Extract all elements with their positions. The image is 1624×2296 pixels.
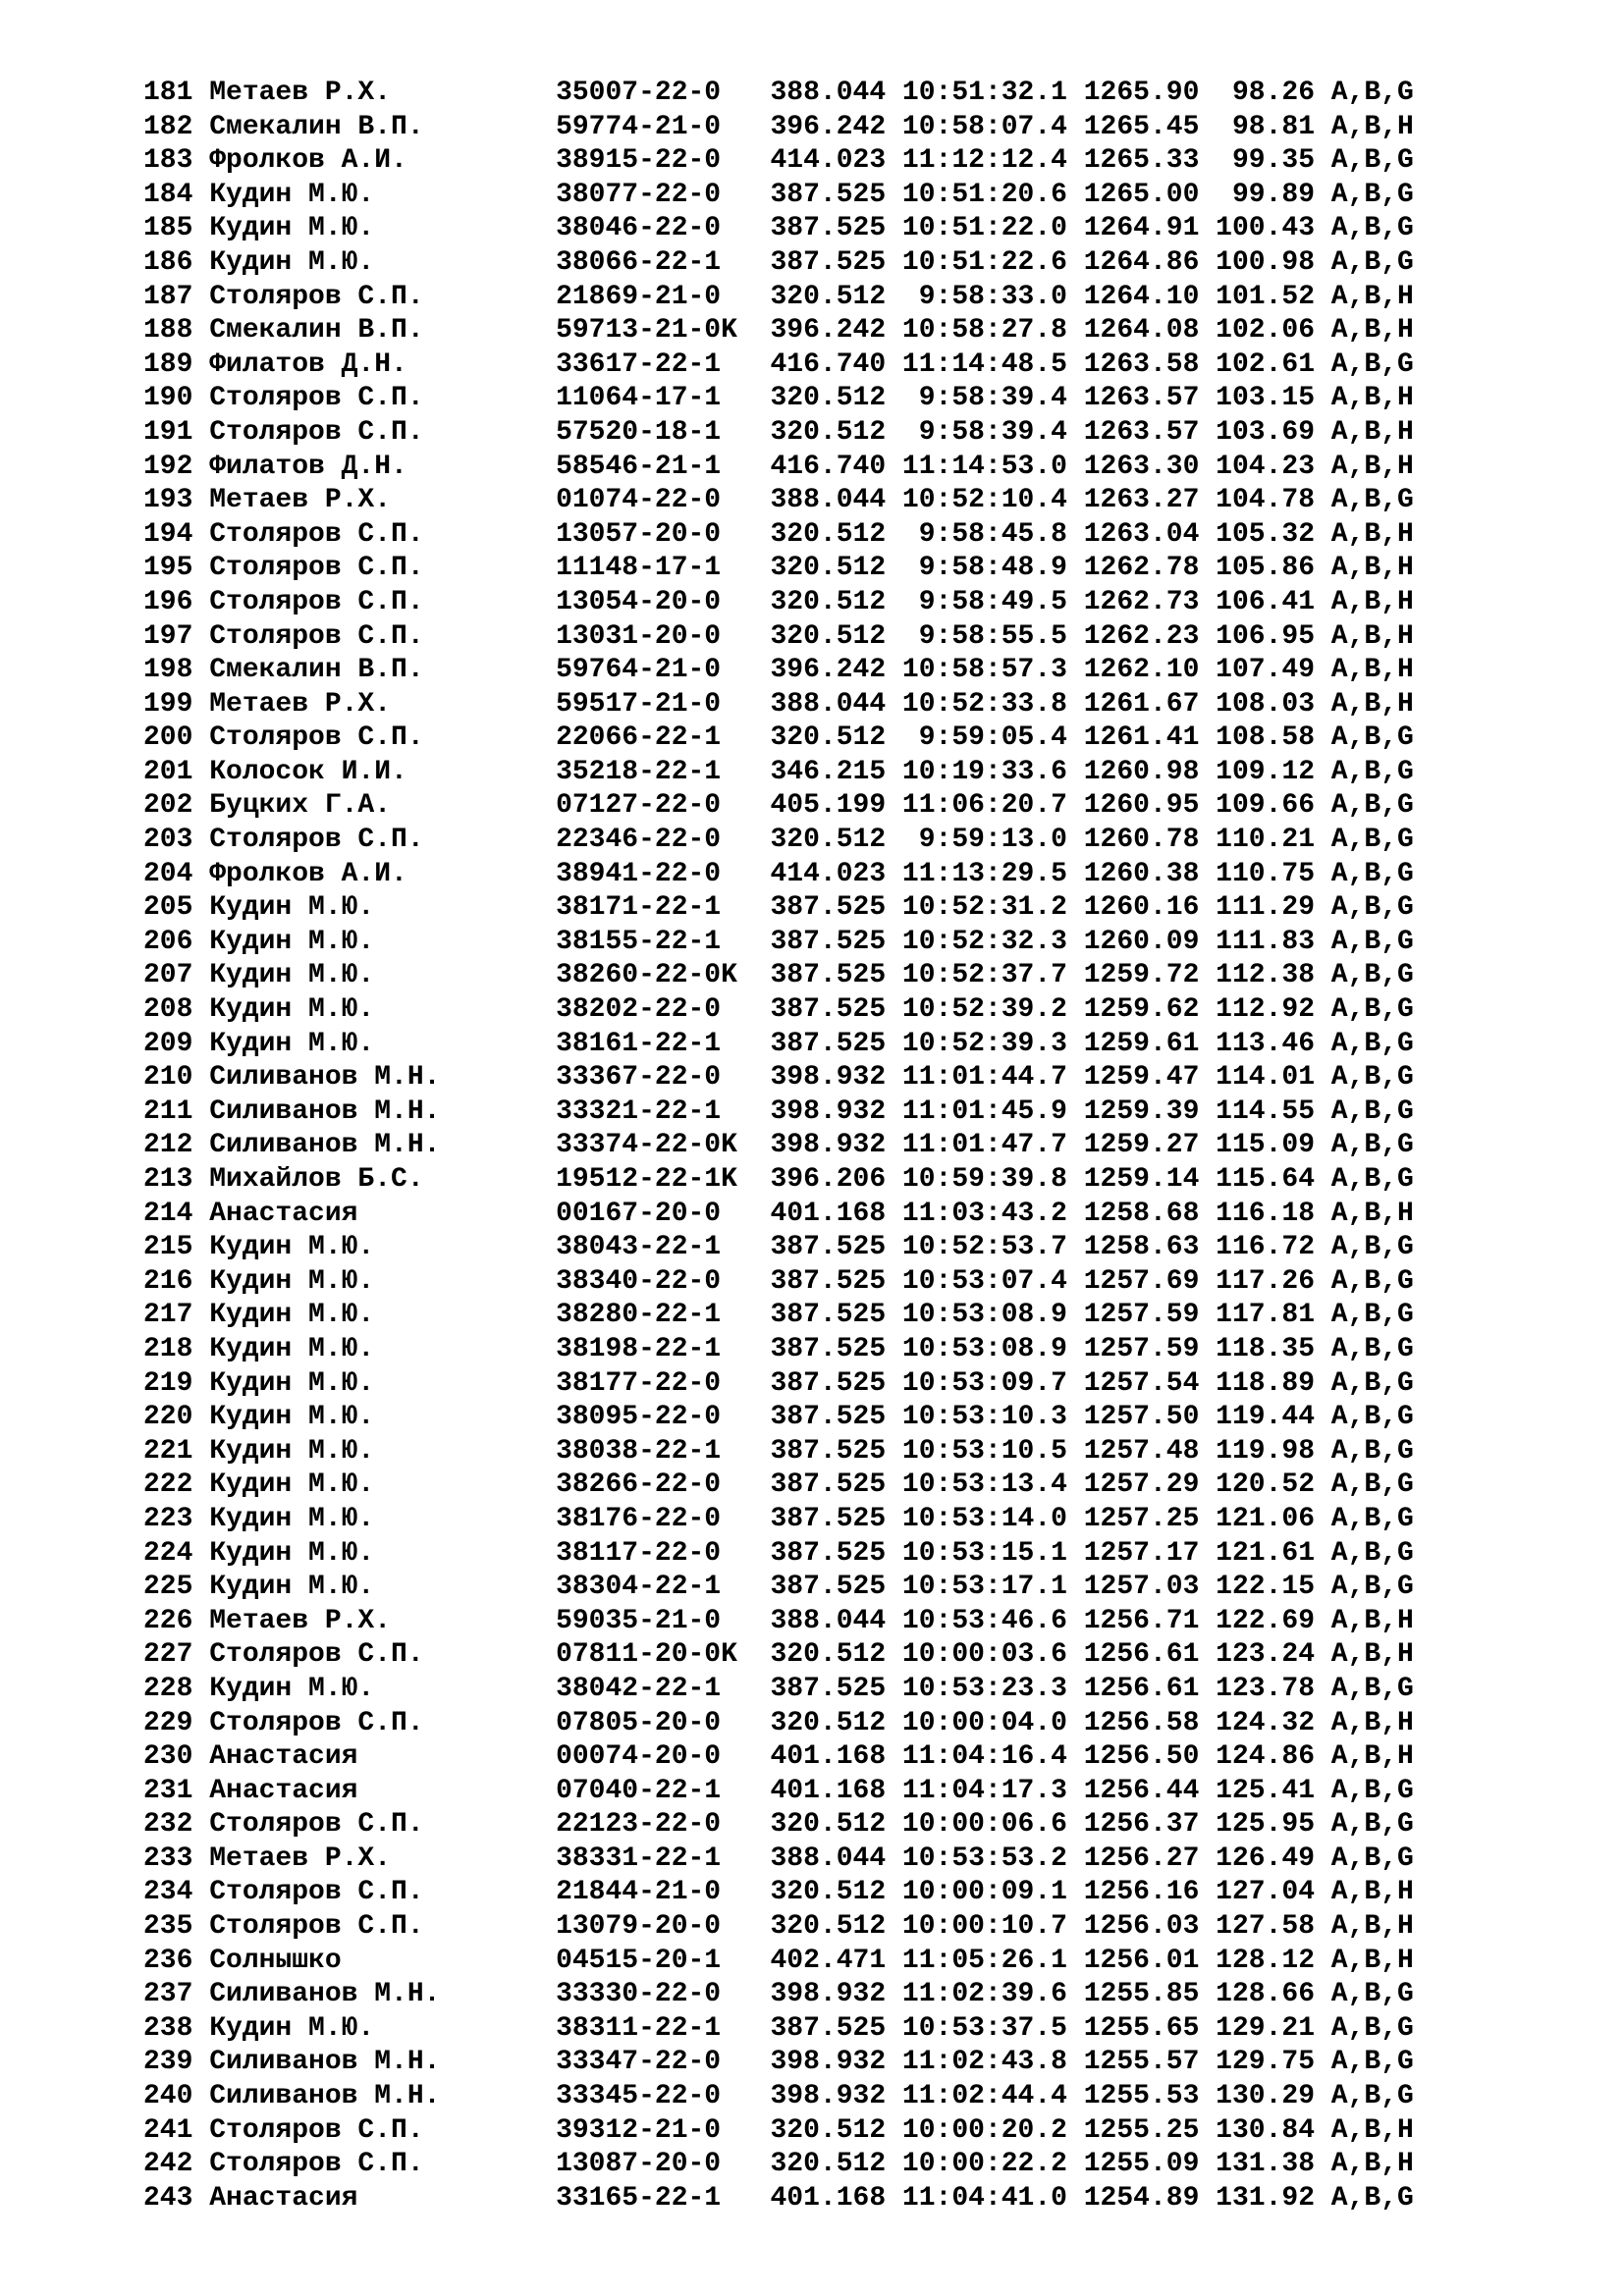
- result-row: 230 Анастасия 00074-20-0 401.168 11:04:16.4 1256.50 124.86 A,B,H: [143, 1741, 1414, 1773]
- result-row: 213 Михайлов Б.С. 19512-22-1K 396.206 10:59:39.8 1259.14 115.64 A,B,G: [143, 1164, 1414, 1195]
- result-row: 237 Силиванов М.Н. 33330-22-0 398.932 11:02:39.6 1255.85 128.66 A,B,G: [143, 1979, 1414, 2010]
- result-row: 216 Кудин М.Ю. 38340-22-0 387.525 10:53:07.4 1257.69 117.26 A,B,G: [143, 1265, 1414, 1297]
- result-row: 187 Столяров С.П. 21869-21-0 320.512 9:58:33.0 1264.10 101.52 A,B,H: [143, 281, 1414, 312]
- result-row: 233 Метаев Р.Х. 38331-22-1 388.044 10:53:53.2 1256.27 126.49 A,B,G: [143, 1842, 1414, 1874]
- result-row: 202 Буцких Г.А. 07127-22-0 405.199 11:06:20.7 1260.95 109.66 A,B,G: [143, 790, 1414, 822]
- result-row: 242 Столяров С.П. 13087-20-0 320.512 10:00:22.2 1255.09 131.38 A,B,H: [143, 2149, 1414, 2180]
- result-row: 241 Столяров С.П. 39312-21-0 320.512 10:00:20.2 1255.25 130.84 A,B,H: [143, 2114, 1414, 2146]
- result-row: 236 Солнышко 04515-20-1 402.471 11:05:26.1 1256.01 128.12 A,B,H: [143, 1945, 1414, 1976]
- result-row: 207 Кудин М.Ю. 38260-22-0K 387.525 10:52:37.7 1259.72 112.38 A,B,G: [143, 960, 1414, 991]
- result-row: 197 Столяров С.П. 13031-20-0 320.512 9:58:55.5 1262.23 106.95 A,B,H: [143, 620, 1414, 652]
- result-row: 224 Кудин М.Ю. 38117-22-0 387.525 10:53:15.1 1257.17 121.61 A,B,G: [143, 1537, 1414, 1569]
- result-row: 200 Столяров С.П. 22066-22-1 320.512 9:59:05.4 1261.41 108.58 A,B,G: [143, 722, 1414, 754]
- result-row: 205 Кудин М.Ю. 38171-22-1 387.525 10:52:31.2 1260.16 111.29 A,B,G: [143, 892, 1414, 924]
- result-row: 214 Анастасия 00167-20-0 401.168 11:03:43.2 1258.68 116.18 A,B,H: [143, 1198, 1414, 1229]
- result-row: 208 Кудин М.Ю. 38202-22-0 387.525 10:52:39.2 1259.62 112.92 A,B,G: [143, 994, 1414, 1026]
- result-row: 225 Кудин М.Ю. 38304-22-1 387.525 10:53:17.1 1257.03 122.15 A,B,G: [143, 1572, 1414, 1603]
- result-row: 231 Анастасия 07040-22-1 401.168 11:04:17.3 1256.44 125.41 A,B,G: [143, 1775, 1414, 1806]
- result-row: 229 Столяров С.П. 07805-20-0 320.512 10:00:04.0 1256.58 124.32 A,B,H: [143, 1707, 1414, 1738]
- result-row: 198 Смекалин В.П. 59764-21-0 396.242 10:58:57.3 1262.10 107.49 A,B,H: [143, 655, 1414, 686]
- result-row: 226 Метаев Р.Х. 59035-21-0 388.044 10:53:46.6 1256.71 122.69 A,B,H: [143, 1605, 1414, 1636]
- result-row: 227 Столяров С.П. 07811-20-0K 320.512 10:00:03.6 1256.61 123.24 A,B,H: [143, 1639, 1414, 1671]
- result-row: 181 Метаев Р.Х. 35007-22-0 388.044 10:51:32.1 1265.90 98.26 A,B,G: [143, 78, 1414, 108]
- result-row: 209 Кудин М.Ю. 38161-22-1 387.525 10:52:39.3 1259.61 113.46 A,B,G: [143, 1028, 1414, 1059]
- result-row: 219 Кудин М.Ю. 38177-22-0 387.525 10:53:09.7 1257.54 118.89 A,B,G: [143, 1367, 1414, 1399]
- result-row: 192 Филатов Д.Н. 58546-21-1 416.740 11:14:53.0 1263.30 104.23 A,B,H: [143, 451, 1414, 482]
- result-row: 223 Кудин М.Ю. 38176-22-0 387.525 10:53:14.0 1257.25 121.06 A,B,G: [143, 1503, 1414, 1534]
- result-row: 222 Кудин М.Ю. 38266-22-0 387.525 10:53:13.4 1257.29 120.52 A,B,G: [143, 1469, 1414, 1501]
- result-row: 186 Кудин М.Ю. 38066-22-1 387.525 10:51:22.6 1264.86 100.98 A,B,G: [143, 246, 1414, 278]
- results-list: [143, 77, 1414, 2216]
- result-row: 239 Силиванов М.Н. 33347-22-0 398.932 11:02:43.8 1255.57 129.75 A,B,G: [143, 2047, 1414, 2078]
- result-row: 204 Фролков А.И. 38941-22-0 414.023 11:13:29.5 1260.38 110.75 A,B,G: [143, 858, 1414, 889]
- result-row: 211 Силиванов М.Н. 33321-22-1 398.932 11:01:45.9 1259.39 114.55 A,B,G: [143, 1095, 1414, 1127]
- result-row: 235 Столяров С.П. 13079-20-0 320.512 10:00:10.7 1256.03 127.58 A,B,H: [143, 1911, 1414, 1943]
- result-row: 182 Смекалин В.П. 59774-21-0 396.242 10:58:07.4 1265.45 98.81 A,B,H: [143, 111, 1414, 142]
- result-row: 206 Кудин М.Ю. 38155-22-1 387.525 10:52:32.3 1260.09 111.83 A,B,G: [143, 926, 1414, 957]
- result-row: 217 Кудин М.Ю. 38280-22-1 387.525 10:53:08.9 1257.59 117.81 A,B,G: [143, 1300, 1414, 1331]
- result-row: 221 Кудин М.Ю. 38038-22-1 387.525 10:53:10.5 1257.48 119.98 A,B,G: [143, 1435, 1414, 1467]
- result-row: 238 Кудин М.Ю. 38311-22-1 387.525 10:53:37.5 1255.65 129.21 A,B,G: [143, 2012, 1414, 2044]
- result-row: 193 Метаев Р.Х. 01074-22-0 388.044 10:52:10.4 1263.27 104.78 A,B,G: [143, 485, 1414, 516]
- result-row: 194 Столяров С.П. 13057-20-0 320.512 9:58:45.8 1263.04 105.32 A,B,H: [143, 518, 1414, 550]
- result-row: 220 Кудин М.Ю. 38095-22-0 387.525 10:53:10.3 1257.50 119.44 A,B,G: [143, 1402, 1414, 1433]
- result-row: 215 Кудин М.Ю. 38043-22-1 387.525 10:52:53.7 1258.63 116.72 A,B,G: [143, 1232, 1414, 1263]
- result-row: 240 Силиванов М.Н. 33345-22-0 398.932 11:02:44.4 1255.53 130.29 A,B,G: [143, 2081, 1414, 2112]
- result-row: 195 Столяров С.П. 11148-17-1 320.512 9:58:48.9 1262.78 105.86 A,B,H: [143, 553, 1414, 584]
- result-row: 212 Силиванов М.Н. 33374-22-0K 398.932 11:01:47.7 1259.27 115.09 A,B,G: [143, 1130, 1414, 1161]
- result-row: 201 Колосок И.И. 35218-22-1 346.215 10:19:33.6 1260.98 109.12 A,B,G: [143, 756, 1414, 787]
- result-row: 203 Столяров С.П. 22346-22-0 320.512 9:59:13.0 1260.78 110.21 A,B,G: [143, 825, 1414, 856]
- result-row: 183 Фролков А.И. 38915-22-0 414.023 11:12:12.4 1265.33 99.35 A,B,G: [143, 145, 1414, 177]
- result-row: 185 Кудин М.Ю. 38046-22-0 387.525 10:51:22.0 1264.91 100.43 A,B,G: [143, 213, 1414, 244]
- result-row: 184 Кудин М.Ю. 38077-22-0 387.525 10:51:20.6 1265.00 99.89 A,B,G: [143, 179, 1414, 210]
- result-row: 210 Силиванов М.Н. 33367-22-0 398.932 11:01:44.7 1259.47 114.01 A,B,G: [143, 1062, 1414, 1094]
- result-row: 188 Смекалин В.П. 59713-21-0K 396.242 10:58:27.8 1264.08 102.06 A,B,H: [143, 315, 1414, 347]
- result-row: 191 Столяров С.П. 57520-18-1 320.512 9:58:39.4 1263.57 103.69 A,B,H: [143, 416, 1414, 448]
- result-row: 189 Филатов Д.Н. 33617-22-1 416.740 11:14:48.5 1263.58 102.61 A,B,G: [143, 348, 1414, 380]
- result-row: 232 Столяров С.П. 22123-22-0 320.512 10:00:06.6 1256.37 125.95 A,B,G: [143, 1809, 1414, 1841]
- result-row: 218 Кудин М.Ю. 38198-22-1 387.525 10:53:08.9 1257.59 118.35 A,B,G: [143, 1333, 1414, 1364]
- result-row: 196 Столяров С.П. 13054-20-0 320.512 9:58:49.5 1262.73 106.41 A,B,H: [143, 586, 1414, 617]
- result-row: 190 Столяров С.П. 11064-17-1 320.512 9:58:39.4 1263.57 103.15 A,B,H: [143, 383, 1414, 414]
- result-row: 243 Анастасия 33165-22-1 401.168 11:04:41.0 1254.89 131.92 A,B,G: [143, 2182, 1414, 2214]
- result-row: 228 Кудин М.Ю. 38042-22-1 387.525 10:53:23.3 1256.61 123.78 A,B,G: [143, 1673, 1414, 1704]
- result-row: 234 Столяров С.П. 21844-21-0 320.512 10:00:09.1 1256.16 127.04 A,B,H: [143, 1877, 1414, 1908]
- result-row: 199 Метаев Р.Х. 59517-21-0 388.044 10:52:33.8 1261.67 108.03 A,B,H: [143, 688, 1414, 720]
